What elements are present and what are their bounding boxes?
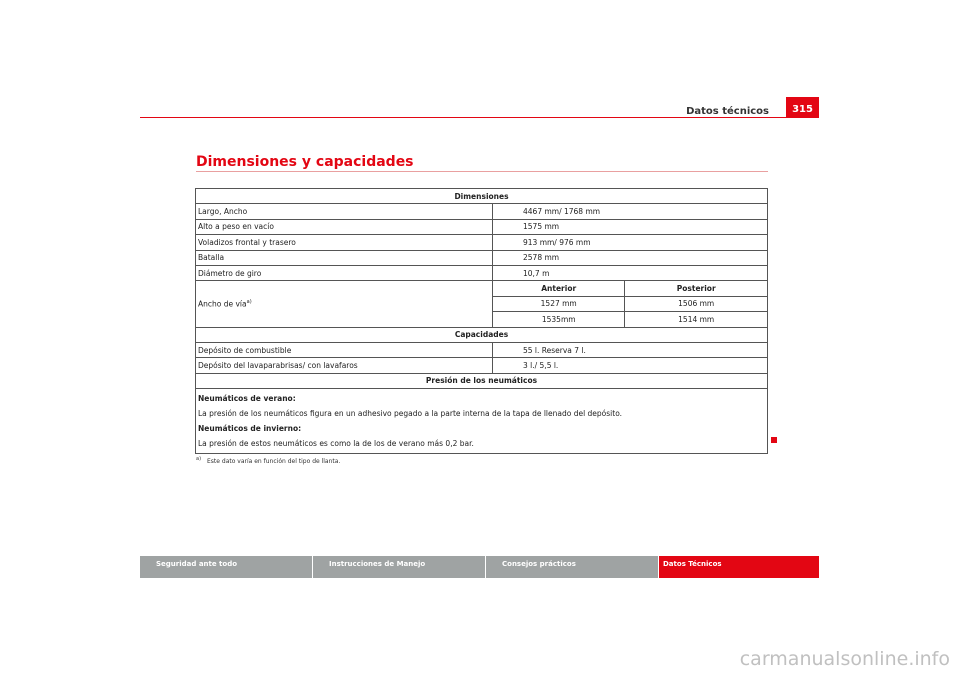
- table-row: [196, 342, 768, 357]
- section-divider: [196, 171, 768, 172]
- table-row: [196, 204, 768, 219]
- row-value: 10,7 m: [493, 265, 768, 280]
- table-row: [196, 250, 768, 265]
- page-number: 315: [786, 97, 819, 117]
- footnote: [196, 456, 340, 465]
- track-rear-value: 1514 mm: [625, 312, 767, 327]
- footnote-ref: a): [246, 299, 252, 306]
- row-value: 55 l. Reserva 7 l.: [493, 342, 768, 357]
- row-value: 913 mm/ 976 mm: [493, 235, 768, 250]
- nav-tab-tips[interactable]: Consejos prácticos: [486, 556, 658, 578]
- row-label: Depósito del lavaparabrisas/ con lavafaros: [196, 358, 493, 373]
- footnote-text: Este dato varía en función del tipo de llanta.: [207, 458, 341, 465]
- track-values: [493, 281, 768, 327]
- summer-title: Neumáticos de verano:: [198, 394, 296, 404]
- capacities-header: Capacidades: [196, 327, 768, 342]
- nav-tab-safety[interactable]: Seguridad ante todo: [140, 556, 312, 578]
- nav-tab-operating[interactable]: Instrucciones de Manejo: [313, 556, 485, 578]
- row-label: Diámetro de giro: [196, 265, 493, 280]
- winter-text: La presión de estos neumáticos es como la de los de verano más 0,2 bar.: [198, 439, 474, 449]
- row-label: Largo, Ancho: [196, 204, 493, 219]
- track-rear-value: 1506 mm: [625, 296, 767, 311]
- row-label: Depósito de combustible: [196, 342, 493, 357]
- track-subtable: [493, 281, 767, 326]
- pressure-header: Presión de los neumáticos: [196, 373, 768, 388]
- track-label-text: Ancho de vía: [198, 299, 247, 309]
- section-title: Dimensiones y capacidades: [196, 154, 414, 170]
- row-label: Voladizos frontal y trasero: [196, 235, 493, 250]
- row-label: Batalla: [196, 250, 493, 265]
- header-title: Datos técnicos: [686, 106, 769, 117]
- footnote-marker: a): [196, 456, 202, 462]
- specs-table: [195, 188, 768, 454]
- track-front-value: 1527 mm: [493, 296, 625, 311]
- row-value: 4467 mm/ 1768 mm: [493, 204, 768, 219]
- pressure-notes: [196, 389, 768, 454]
- chapter-nav: [140, 556, 819, 578]
- track-label: [196, 281, 493, 327]
- summer-text: La presión de los neumáticos figura en un adhesivo pegado a la parte interna de la tapa de llenado del depósito.: [198, 409, 623, 419]
- table-row: [196, 265, 768, 280]
- watermark: carmanualsonline.info: [739, 648, 950, 670]
- section-end-marker: [771, 437, 777, 443]
- row-label: Alto a peso en vacío: [196, 219, 493, 234]
- row-value: 3 l./ 5,5 l.: [493, 358, 768, 373]
- dimensions-header: Dimensiones: [196, 189, 768, 204]
- table-row: [196, 219, 768, 234]
- track-front-value: 1535mm: [493, 312, 625, 327]
- nav-tab-technical-data[interactable]: Datos Técnicos: [659, 556, 819, 578]
- track-row: [196, 281, 768, 327]
- table-row: [196, 358, 768, 373]
- winter-title: Neumáticos de invierno:: [198, 424, 302, 434]
- row-value: 1575 mm: [493, 219, 768, 234]
- track-col-rear: Posterior: [625, 281, 767, 296]
- row-value: 2578 mm: [493, 250, 768, 265]
- table-row: [196, 235, 768, 250]
- header-divider: [140, 117, 819, 118]
- track-col-front: Anterior: [541, 284, 577, 294]
